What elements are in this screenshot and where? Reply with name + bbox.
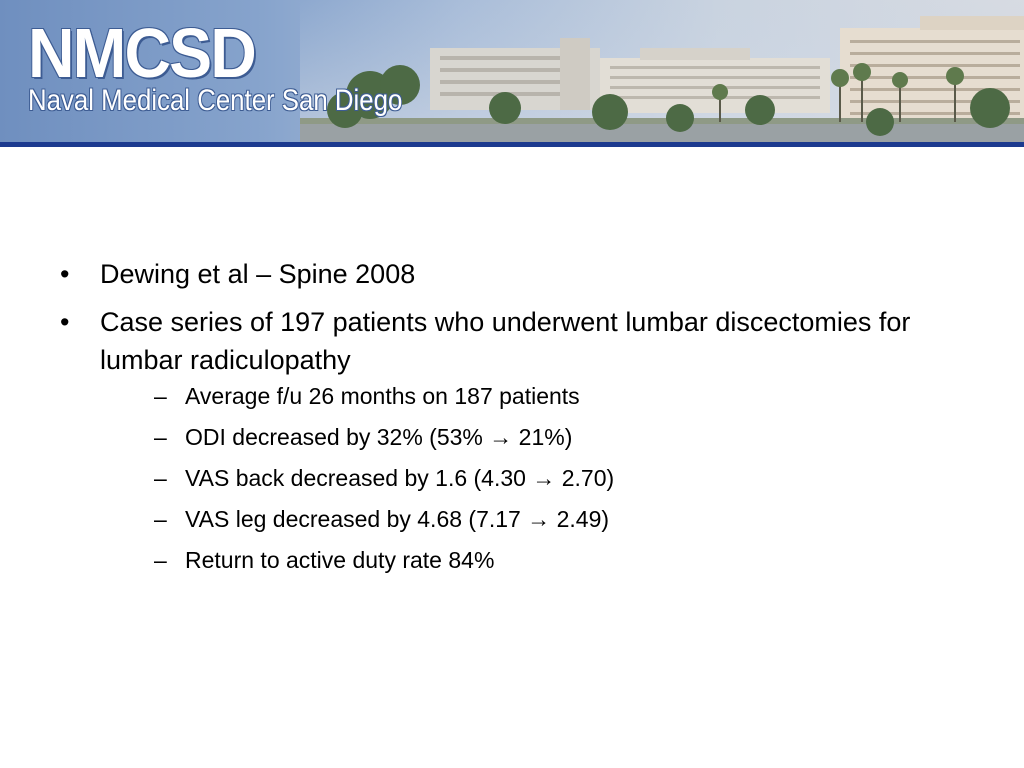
sub-bullet-text: Return to active duty rate 84% — [185, 547, 495, 573]
bullet-marker: • — [60, 259, 70, 289]
dash-marker: – — [154, 383, 167, 409]
dash-marker: – — [154, 424, 167, 450]
sub-bullet-text: VAS back decreased by 1.6 (4.30 → 2.70) — [185, 465, 615, 491]
bullet-list — [60, 255, 960, 575]
bullet-text: Dewing et al – Spine 2008 — [100, 259, 416, 289]
sub-bullet-text: ODI decreased by 32% (53% → 21%) — [185, 424, 573, 450]
banner-divider — [0, 142, 1024, 147]
bullet-marker: • — [60, 307, 70, 337]
sub-bullet-item — [100, 463, 960, 493]
sub-bullet-item — [100, 422, 960, 452]
dash-marker: – — [154, 465, 167, 491]
bullet-item — [60, 303, 960, 575]
sub-bullet-item — [100, 381, 960, 411]
slide-body — [60, 255, 960, 586]
bullet-item — [60, 255, 960, 293]
sub-bullet-text: Average f/u 26 months on 187 patients — [185, 383, 580, 409]
sub-bullet-list — [100, 381, 960, 575]
sub-bullet-text: VAS leg decreased by 4.68 (7.17 → 2.49) — [185, 506, 610, 532]
dash-marker: – — [154, 506, 167, 532]
logo-full-name: Naval Medical Center San Diego — [28, 84, 403, 117]
dash-marker: – — [154, 547, 167, 573]
header-banner — [0, 0, 1024, 142]
bullet-text: Case series of 197 patients who underwent lumbar discectomies for lumbar radiculopathy — [100, 307, 911, 375]
logo-acronym: NMCSD — [28, 14, 255, 92]
sub-bullet-item — [100, 504, 960, 534]
sub-bullet-item — [100, 545, 960, 575]
